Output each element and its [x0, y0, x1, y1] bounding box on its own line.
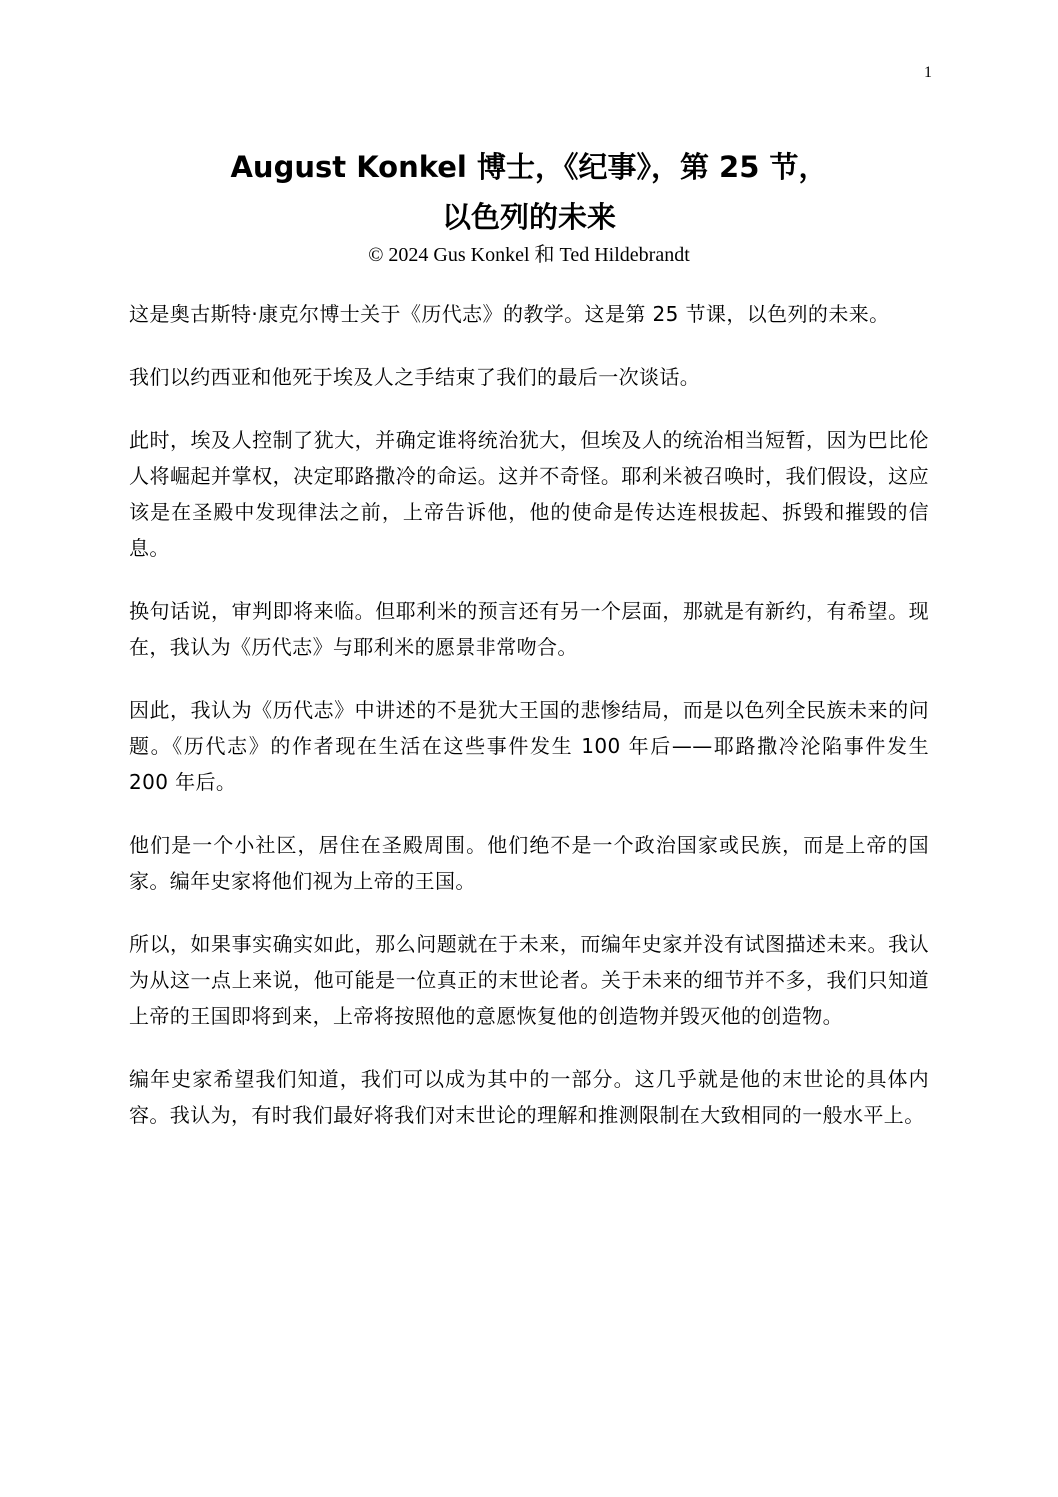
- document-title-line-1: August Konkel 博士，《纪事》，第 25 节，: [230, 150, 828, 184]
- paragraph: 因此，我认为《历代志》中讲述的不是犹大王国的悲惨结局，而是以色列全民族未来的问题。《历代志》的作者现在生活在这些事件发生 100 年后——耶路撒冷沦陷事件发生 200 年后。: [129, 698, 929, 794]
- paragraph: 我们以约西亚和他死于埃及人之手结束了我们的最后一次谈话。: [129, 365, 701, 389]
- document-header: [0, 142, 1058, 268]
- paragraph: 此时，埃及人控制了犹大，并确定谁将统治犹大，但埃及人的统治相当短暂，因为巴比伦人将崛起并掌权，决定耶路撒冷的命运。这并不奇怪。耶利米被召唤时，我们假设，这应该是在圣殿中发现律法之前，上帝告诉他，他的使命是传达连根拔起、拆毁和摧毁的信息。: [129, 428, 929, 560]
- document-body: [129, 296, 929, 1160]
- copyright-notice: © 2024 Gus Konkel 和 Ted Hildebrandt: [368, 244, 690, 266]
- paragraph: 所以，如果事实确实如此，那么问题就在于未来，而编年史家并没有试图描述未来。我认为从这一点上来说，他可能是一位真正的末世论者。关于未来的细节并不多，我们只知道上帝的王国即将到来，上帝将按照他的意愿恢复他的创造物并毁灭他的创造物。: [129, 932, 929, 1028]
- paragraph: 这是奥古斯特·康克尔博士关于《历代志》的教学。这是第 25 节课，以色列的未来。: [129, 302, 890, 326]
- document-title-line-2: 以色列的未来: [441, 200, 616, 234]
- paragraph: 换句话说，审判即将来临。但耶利米的预言还有另一个层面，那就是有新约，有希望。现在，我认为《历代志》与耶利米的愿景非常吻合。: [129, 599, 929, 659]
- paragraph: 编年史家希望我们知道，我们可以成为其中的一部分。这几乎就是他的末世论的具体内容。我认为，有时我们最好将我们对末世论的理解和推测限制在大致相同的一般水平上。: [129, 1067, 929, 1127]
- page-number: 1: [924, 64, 932, 81]
- paragraph: 他们是一个小社区，居住在圣殿周围。他们绝不是一个政治国家或民族，而是上帝的国家。编年史家将他们视为上帝的王国。: [129, 833, 929, 893]
